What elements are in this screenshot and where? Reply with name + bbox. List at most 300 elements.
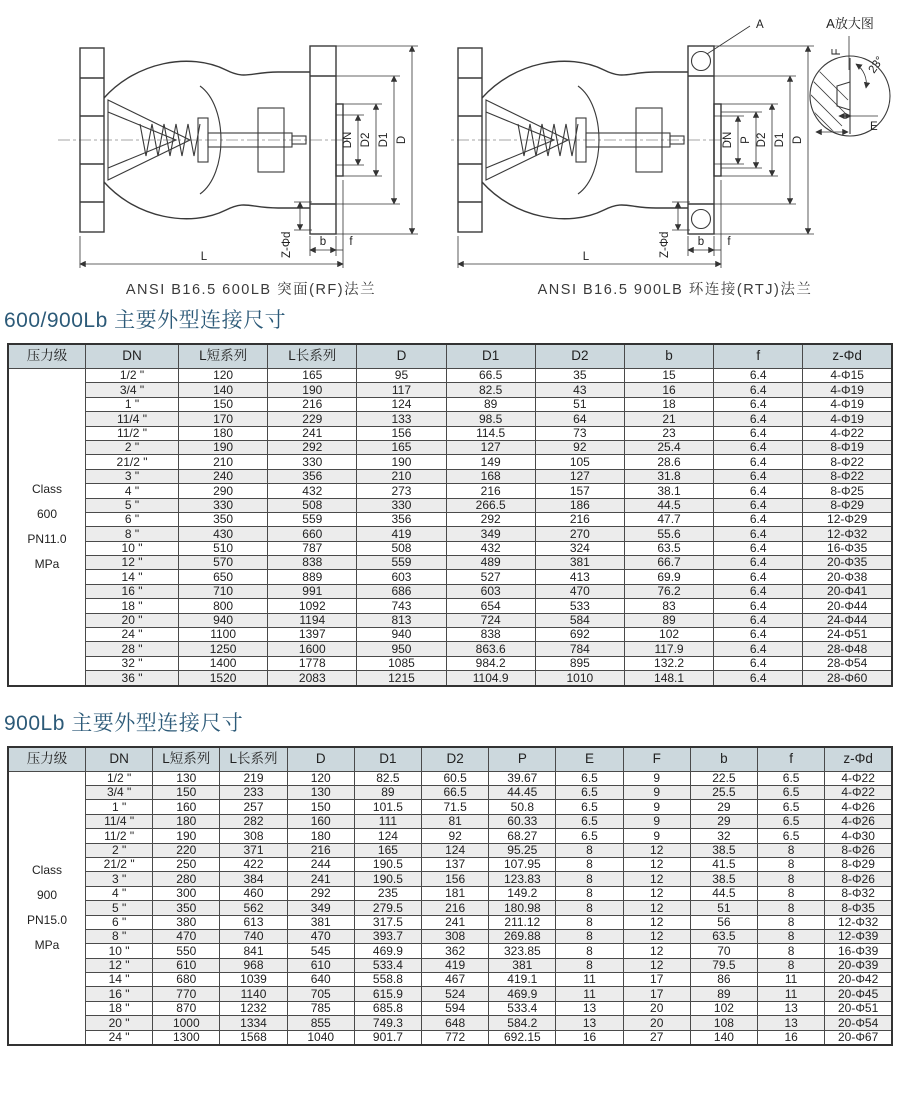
table-cell: 124 xyxy=(357,397,446,411)
table-cell: 349 xyxy=(446,527,535,541)
dim-label-z-phid: Z-Φd xyxy=(281,231,293,258)
table-cell: 1092 xyxy=(268,599,357,613)
column-header: 压力级 xyxy=(8,344,86,369)
dimensions-table-600 xyxy=(7,343,893,687)
table-cell: 12 xyxy=(623,843,690,857)
table-cell: 63.5 xyxy=(690,929,757,943)
column-header: L长系列 xyxy=(220,747,287,772)
table-cell: 1/2 " xyxy=(86,369,179,383)
table-cell: 190 xyxy=(179,440,268,454)
table-cell: 692 xyxy=(535,628,624,642)
dim-label-f: f xyxy=(727,236,731,248)
table-cell: 24 " xyxy=(86,1030,153,1045)
table-cell: 610 xyxy=(287,958,354,972)
table-cell: 8 xyxy=(758,915,825,929)
table-cell: 9 xyxy=(623,785,690,799)
column-header: D2 xyxy=(422,747,489,772)
table-cell: 8 xyxy=(556,857,623,871)
table-cell: 292 xyxy=(268,440,357,454)
table-cell: 16-Φ39 xyxy=(825,944,892,958)
table-cell: 190.5 xyxy=(354,872,421,886)
table-cell: 6.5 xyxy=(556,829,623,843)
column-header: DN xyxy=(86,747,153,772)
table-cell: 467 xyxy=(422,973,489,987)
table-cell: 16-Φ35 xyxy=(803,541,892,555)
table-cell: 12-Φ32 xyxy=(825,915,892,929)
table-cell: 6.4 xyxy=(714,599,803,613)
table-cell: 150 xyxy=(153,785,220,799)
table-cell: 419 xyxy=(357,527,446,541)
table-cell: 6.4 xyxy=(714,440,803,454)
table-cell: 460 xyxy=(220,886,287,900)
table-cell: 1194 xyxy=(268,613,357,627)
table-cell: 156 xyxy=(422,872,489,886)
table-cell: 8-Φ32 xyxy=(825,886,892,900)
table-cell: 89 xyxy=(446,397,535,411)
table-cell: 13 xyxy=(758,1001,825,1015)
table-cell: 14 " xyxy=(86,973,153,987)
table-cell: 216 xyxy=(287,843,354,857)
table-cell: 1400 xyxy=(179,656,268,670)
table-cell: 140 xyxy=(179,383,268,397)
dim-label-d1: D1 xyxy=(378,132,390,148)
table-cell: 31.8 xyxy=(624,469,713,483)
table-cell: 101.5 xyxy=(354,800,421,814)
table-cell: 4-Φ22 xyxy=(825,785,892,799)
table-cell: 63.5 xyxy=(624,541,713,555)
table-cell: 216 xyxy=(268,397,357,411)
dim-label-z-phid: Z-Φd xyxy=(659,231,671,258)
column-header: L短系列 xyxy=(153,747,220,772)
table-cell: 350 xyxy=(179,512,268,526)
table-cell: 5 " xyxy=(86,901,153,915)
table-cell: 550 xyxy=(153,944,220,958)
table-cell: 6.4 xyxy=(714,671,803,686)
table-cell: 29 xyxy=(690,800,757,814)
table-cell: 1010 xyxy=(535,671,624,686)
column-header: P xyxy=(489,747,556,772)
table-cell: 9 xyxy=(623,814,690,828)
table-cell: 870 xyxy=(153,1001,220,1015)
table-cell: 108 xyxy=(690,1016,757,1030)
table-cell: 8 xyxy=(758,929,825,943)
table-cell: 8 xyxy=(556,929,623,943)
table-cell: 44.5 xyxy=(624,498,713,512)
pressure-class-cell: Class 900 PN15.0 MPa xyxy=(8,771,86,1045)
dim-label-l: L xyxy=(200,251,208,263)
table-cell: 190 xyxy=(357,455,446,469)
table-cell: 216 xyxy=(446,484,535,498)
table-cell: 41.5 xyxy=(690,857,757,871)
table-row xyxy=(8,512,892,526)
table-row xyxy=(8,973,892,987)
table-cell: 149.2 xyxy=(489,886,556,900)
table-cell: 4-Φ26 xyxy=(825,814,892,828)
table-cell: 4-Φ26 xyxy=(825,800,892,814)
table-cell: 749.3 xyxy=(354,1016,421,1030)
table-cell: 51 xyxy=(535,397,624,411)
table-cell: 950 xyxy=(357,642,446,656)
table-row xyxy=(8,469,892,483)
dim-label-d2: D2 xyxy=(360,132,372,148)
detail-label-angle: 23° xyxy=(866,54,887,76)
table-cell: 117.9 xyxy=(624,642,713,656)
table-cell: 17 xyxy=(623,973,690,987)
table-cell: 6.4 xyxy=(714,642,803,656)
table-cell: 6.5 xyxy=(556,814,623,828)
table-cell: 4-Φ30 xyxy=(825,829,892,843)
table-cell: 105 xyxy=(535,455,624,469)
table-cell: 168 xyxy=(446,469,535,483)
table-cell: 308 xyxy=(220,829,287,843)
table-cell: 300 xyxy=(153,886,220,900)
table-cell: 1215 xyxy=(357,671,446,686)
table-cell: 18 " xyxy=(86,599,179,613)
table-row xyxy=(8,901,892,915)
table-cell: 216 xyxy=(422,901,489,915)
table-cell: 43 xyxy=(535,383,624,397)
table-cell: 95.25 xyxy=(489,843,556,857)
table-cell: 1000 xyxy=(153,1016,220,1030)
table-cell: 469.9 xyxy=(354,944,421,958)
table-cell: 640 xyxy=(287,973,354,987)
table-row xyxy=(8,426,892,440)
table-cell: 25.4 xyxy=(624,440,713,454)
table-cell: 66.7 xyxy=(624,556,713,570)
table-cell: 895 xyxy=(535,656,624,670)
table-cell: 1300 xyxy=(153,1030,220,1045)
table-cell: 5 " xyxy=(86,498,179,512)
table-cell: 603 xyxy=(446,584,535,598)
column-header: D2 xyxy=(535,344,624,369)
column-header: D1 xyxy=(446,344,535,369)
dim-label-b: b xyxy=(319,236,327,248)
dim-label-d: D xyxy=(792,135,804,145)
table-cell: 8 xyxy=(758,843,825,857)
table-row xyxy=(8,1016,892,1030)
table-cell: 1397 xyxy=(268,628,357,642)
table-cell: 250 xyxy=(153,857,220,871)
table-row xyxy=(8,944,892,958)
table-cell: 190 xyxy=(153,829,220,843)
table-row xyxy=(8,987,892,1001)
table-row xyxy=(8,570,892,584)
dim-label-p: P xyxy=(740,136,752,144)
table-cell: 615.9 xyxy=(354,987,421,1001)
table-cell: 743 xyxy=(357,599,446,613)
table-cell: 21/2 " xyxy=(86,455,179,469)
detail-title: A放大图 xyxy=(826,16,874,31)
table-cell: 2083 xyxy=(268,671,357,686)
dim-label-dn: DN xyxy=(722,131,734,149)
table-cell: 770 xyxy=(153,987,220,1001)
table-cell: 89 xyxy=(624,613,713,627)
table-cell: 4-Φ19 xyxy=(803,383,892,397)
table-cell: 44.45 xyxy=(489,785,556,799)
column-header: f xyxy=(758,747,825,772)
table-cell: 308 xyxy=(422,929,489,943)
table-cell: 229 xyxy=(268,412,357,426)
dim-label-f: f xyxy=(349,236,353,248)
table-cell: 160 xyxy=(287,814,354,828)
table-cell: 28-Φ54 xyxy=(803,656,892,670)
table-cell: 432 xyxy=(446,541,535,555)
table-cell: 92 xyxy=(535,440,624,454)
table-cell: 13 xyxy=(556,1001,623,1015)
table-cell: 12 xyxy=(623,901,690,915)
section-title-600-900: 600/900Lb 主要外型连接尺寸 xyxy=(4,309,287,332)
table-row xyxy=(8,656,892,670)
table-cell: 79.5 xyxy=(690,958,757,972)
table-cell: 8-Φ35 xyxy=(825,901,892,915)
table-cell: 533.4 xyxy=(489,1001,556,1015)
table-cell: 12 " xyxy=(86,556,179,570)
table-cell: 8-Φ22 xyxy=(803,455,892,469)
column-header: E xyxy=(556,747,623,772)
table-cell: 22.5 xyxy=(690,771,757,785)
table-cell: 38.5 xyxy=(690,843,757,857)
table-cell: 28.6 xyxy=(624,455,713,469)
table-cell: 20-Φ42 xyxy=(825,973,892,987)
table-cell: 584 xyxy=(535,613,624,627)
table-cell: 292 xyxy=(446,512,535,526)
table-cell: 508 xyxy=(357,541,446,555)
header-row xyxy=(8,747,892,772)
table-row xyxy=(8,628,892,642)
table-cell: 149 xyxy=(446,455,535,469)
table-cell: 562 xyxy=(220,901,287,915)
table-row xyxy=(8,829,892,843)
table-cell: 16 xyxy=(758,1030,825,1045)
table-cell: 8-Φ26 xyxy=(825,843,892,857)
table-cell: 10 " xyxy=(86,944,153,958)
table-cell: 4 " xyxy=(86,886,153,900)
table-cell: 4-Φ15 xyxy=(803,369,892,383)
table-cell: 8 xyxy=(758,944,825,958)
detail-label-e: E xyxy=(870,121,878,133)
table-cell: 269.88 xyxy=(489,929,556,943)
table-cell: 28 " xyxy=(86,642,179,656)
table-cell: 1/2 " xyxy=(86,771,153,785)
table-cell: 114.5 xyxy=(446,426,535,440)
table-cell: 710 xyxy=(179,584,268,598)
table-row xyxy=(8,527,892,541)
table-cell: 1 " xyxy=(86,397,179,411)
table-cell: 56 xyxy=(690,915,757,929)
table-cell: 180 xyxy=(287,829,354,843)
table-cell: 24-Φ44 xyxy=(803,613,892,627)
table-cell: 82.5 xyxy=(354,771,421,785)
table-cell: 317.5 xyxy=(354,915,421,929)
table-cell: 157 xyxy=(535,484,624,498)
table-cell: 38.5 xyxy=(690,872,757,886)
table-cell: 130 xyxy=(287,785,354,799)
table-cell: 98.5 xyxy=(446,412,535,426)
table-cell: 165 xyxy=(268,369,357,383)
table-cell: 20-Φ51 xyxy=(825,1001,892,1015)
table-cell: 89 xyxy=(354,785,421,799)
table-cell: 266.5 xyxy=(446,498,535,512)
table-cell: 11 xyxy=(556,987,623,1001)
table-row xyxy=(8,383,892,397)
table-cell: 6.4 xyxy=(714,383,803,397)
table-row xyxy=(8,872,892,886)
table-row xyxy=(8,1001,892,1015)
table-cell: 120 xyxy=(287,771,354,785)
table-cell: 137 xyxy=(422,857,489,871)
table-cell: 156 xyxy=(357,426,446,440)
table-row xyxy=(8,613,892,627)
table-cell: 323.85 xyxy=(489,944,556,958)
dim-label-dn: DN xyxy=(342,131,354,149)
table-row xyxy=(8,886,892,900)
table-cell: 9 xyxy=(623,829,690,843)
table-cell: 12 xyxy=(623,872,690,886)
table-cell: 1250 xyxy=(179,642,268,656)
column-header: f xyxy=(714,344,803,369)
dim-label-d: D xyxy=(396,135,408,145)
section-title-900: 900Lb 主要外型连接尺寸 xyxy=(4,711,244,735)
table-row xyxy=(8,412,892,426)
table-cell: 15 xyxy=(624,369,713,383)
table-cell: 330 xyxy=(357,498,446,512)
table-cell: 13 xyxy=(758,1016,825,1030)
table-row xyxy=(8,498,892,512)
table-cell: 47.7 xyxy=(624,512,713,526)
table-cell: 150 xyxy=(287,800,354,814)
table-cell: 787 xyxy=(268,541,357,555)
column-header: D xyxy=(357,344,446,369)
table-cell: 6.4 xyxy=(714,484,803,498)
table-cell: 813 xyxy=(357,613,446,627)
table-cell: 8 xyxy=(556,843,623,857)
table-cell: 680 xyxy=(153,973,220,987)
table-cell: 533.4 xyxy=(354,958,421,972)
table-cell: 86 xyxy=(690,973,757,987)
table-cell: 2 " xyxy=(86,440,179,454)
table-cell: 685.8 xyxy=(354,1001,421,1015)
caption-900lb-rtj: ANSI B16.5 900LB 环连接(RTJ)法兰 xyxy=(537,282,813,298)
table-cell: 16 xyxy=(624,383,713,397)
table-cell: 6.5 xyxy=(758,814,825,828)
table-row xyxy=(8,484,892,498)
table-cell: 124 xyxy=(354,829,421,843)
table-cell: 20 xyxy=(623,1001,690,1015)
table-cell: 32 " xyxy=(86,656,179,670)
table-cell: 6.4 xyxy=(714,628,803,642)
figure-600lb-rf xyxy=(52,12,450,296)
table-cell: 1520 xyxy=(179,671,268,686)
table-cell: 968 xyxy=(220,958,287,972)
table-cell: 8 xyxy=(556,886,623,900)
table-cell: 650 xyxy=(179,570,268,584)
table-cell: 36 " xyxy=(86,671,179,686)
table-row xyxy=(8,915,892,929)
table-cell: 6.4 xyxy=(714,541,803,555)
table-row xyxy=(8,642,892,656)
table-cell: 6.4 xyxy=(714,613,803,627)
table-cell: 12-Φ32 xyxy=(803,527,892,541)
table-cell: 12-Φ39 xyxy=(825,929,892,943)
table-cell: 235 xyxy=(354,886,421,900)
table-cell: 430 xyxy=(179,527,268,541)
table-cell: 16 " xyxy=(86,584,179,598)
table-cell: 381 xyxy=(535,556,624,570)
table-cell: 785 xyxy=(287,1001,354,1015)
table-row xyxy=(8,440,892,454)
table-cell: 984.2 xyxy=(446,656,535,670)
table-cell: 356 xyxy=(357,512,446,526)
table-cell: 6.4 xyxy=(714,426,803,440)
column-header: b xyxy=(690,747,757,772)
table-cell: 613 xyxy=(220,915,287,929)
table-row xyxy=(8,1030,892,1045)
table-cell: 180.98 xyxy=(489,901,556,915)
table-cell: 863.6 xyxy=(446,642,535,656)
table-cell: 38.1 xyxy=(624,484,713,498)
table-cell: 8 xyxy=(556,944,623,958)
table-cell: 133 xyxy=(357,412,446,426)
table-cell: 233 xyxy=(220,785,287,799)
table-cell: 107.95 xyxy=(489,857,556,871)
table-cell: 180 xyxy=(153,814,220,828)
table-row xyxy=(8,785,892,799)
table-cell: 8-Φ19 xyxy=(803,440,892,454)
table-cell: 8 xyxy=(556,958,623,972)
table-cell: 60.33 xyxy=(489,814,556,828)
table-cell: 279.5 xyxy=(354,901,421,915)
table-cell: 469.9 xyxy=(489,987,556,1001)
table-cell: 6.5 xyxy=(758,771,825,785)
table-cell: 1039 xyxy=(220,973,287,987)
table-cell: 3 " xyxy=(86,469,179,483)
table-cell: 12 xyxy=(623,944,690,958)
table-cell: 241 xyxy=(268,426,357,440)
table-cell: 330 xyxy=(268,455,357,469)
table-cell: 660 xyxy=(268,527,357,541)
table-cell: 83 xyxy=(624,599,713,613)
table-cell: 180 xyxy=(179,426,268,440)
table-row xyxy=(8,843,892,857)
table-cell: 127 xyxy=(535,469,624,483)
table-cell: 381 xyxy=(489,958,556,972)
table-cell: 724 xyxy=(446,613,535,627)
table-cell: 1 " xyxy=(86,800,153,814)
table-cell: 6.4 xyxy=(714,369,803,383)
table-cell: 282 xyxy=(220,814,287,828)
table-cell: 241 xyxy=(422,915,489,929)
table-cell: 20-Φ39 xyxy=(825,958,892,972)
table-cell: 60.5 xyxy=(422,771,489,785)
table-cell: 92 xyxy=(422,829,489,843)
table-cell: 4 " xyxy=(86,484,179,498)
table-cell: 380 xyxy=(153,915,220,929)
table-row xyxy=(8,584,892,598)
table-cell: 81 xyxy=(422,814,489,828)
table-cell: 838 xyxy=(446,628,535,642)
table-cell: 66.5 xyxy=(422,785,489,799)
table-cell: 8 xyxy=(758,857,825,871)
table-cell: 889 xyxy=(268,570,357,584)
table-cell: 470 xyxy=(153,929,220,943)
table-cell: 64 xyxy=(535,412,624,426)
table-cell: 1140 xyxy=(220,987,287,1001)
table-cell: 16 xyxy=(556,1030,623,1045)
table-cell: 70 xyxy=(690,944,757,958)
table-cell: 11/2 " xyxy=(86,426,179,440)
header-row xyxy=(8,344,892,369)
table-cell: 170 xyxy=(179,412,268,426)
